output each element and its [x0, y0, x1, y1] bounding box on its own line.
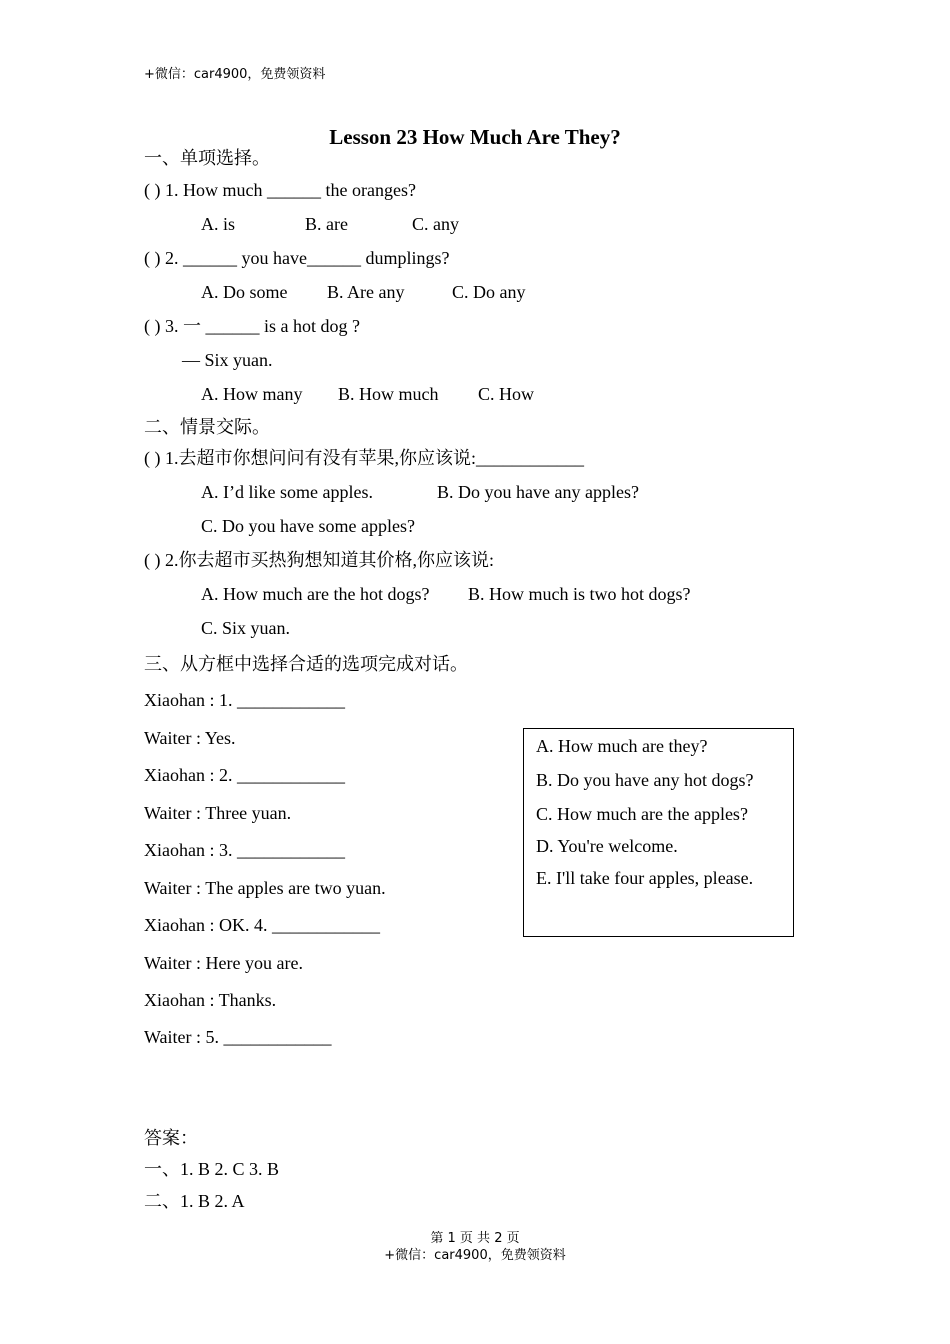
dialogue-line: Waiter : Three yuan.: [144, 803, 292, 823]
question-2-2-option-c: C. Six yuan.: [201, 618, 291, 638]
question-2-1-stem: ( ) 1.去超市你想问问有没有苹果,你应该说:____________: [144, 448, 584, 468]
dialogue-line: Waiter : 5. ____________: [144, 1027, 332, 1047]
options-box: [523, 728, 794, 937]
page-title: Lesson 23 How Much Are They?: [329, 125, 621, 149]
box-option-b: B. Do you have any hot dogs?: [536, 770, 754, 790]
dialogue-line: Xiaohan : Thanks.: [144, 990, 277, 1010]
dialogue-line: Waiter : The apples are two yuan.: [144, 878, 386, 898]
box-option-d: D. You're welcome.: [536, 836, 678, 856]
header-note: +微信：car4900，免费领资料: [144, 67, 326, 82]
dialogue-line: Xiaohan : OK. 4. ____________: [144, 915, 380, 935]
dialogue-line: Xiaohan : 1. ____________: [144, 690, 345, 710]
question-1-2-stem: ( ) 2. ______ you have______ dumplings?: [144, 248, 450, 268]
dialogue-line: Xiaohan : 2. ____________: [144, 765, 345, 785]
page-number: 第 1 页 共 2 页: [430, 1231, 520, 1246]
question-1-1-option-b: B. are: [305, 214, 348, 234]
question-2-2-stem: ( ) 2.你去超市买热狗想知道其价格,你应该说:: [144, 550, 494, 570]
answers-heading: 答案：: [144, 1128, 198, 1148]
footer-note: +微信：car4900，免费领资料: [384, 1248, 566, 1263]
question-1-3-stem: ( ) 3. 一 ______ is a hot dog ?: [144, 316, 360, 336]
question-2-1-option-a: A. I’d like some apples.: [201, 482, 373, 502]
dialogue-line: Waiter : Yes.: [144, 728, 236, 748]
question-1-1-stem: ( ) 1. How much ______ the oranges?: [144, 180, 416, 200]
section2-heading: 二、情景交际。: [144, 417, 270, 437]
question-1-3-option-a: A. How many: [201, 384, 303, 404]
question-2-1-option-b: B. Do you have any apples?: [437, 482, 639, 502]
question-1-2-option-a: A. Do some: [201, 282, 288, 302]
section1-heading: 一、单项选择。: [144, 148, 270, 168]
question-1-3-option-c: C. How: [478, 384, 535, 404]
answers-line-2: 二、1. B 2. A: [144, 1191, 245, 1211]
section3-heading: 三、从方框中选择合适的选项完成对话。: [144, 654, 468, 674]
question-1-1-option-c: C. any: [412, 214, 459, 234]
question-2-2-option-b: B. How much is two hot dogs?: [468, 584, 691, 604]
question-2-1-option-c: C. Do you have some apples?: [201, 516, 415, 536]
question-1-2-option-c: C. Do any: [452, 282, 526, 302]
dialogue-line: Waiter : Here you are.: [144, 953, 303, 973]
question-1-2-option-b: B. Are any: [327, 282, 405, 302]
answers-line-1: 一、1. B 2. C 3. B: [144, 1159, 280, 1179]
box-option-e: E. I'll take four apples, please.: [536, 868, 754, 888]
dialogue-line: Xiaohan : 3. ____________: [144, 840, 345, 860]
box-option-a: A. How much are they?: [536, 736, 708, 756]
box-option-c: C. How much are the apples?: [536, 804, 748, 824]
question-1-3-reply: — Six yuan.: [182, 350, 273, 370]
question-2-2-option-a: A. How much are the hot dogs?: [201, 584, 430, 604]
question-1-1-option-a: A. is: [201, 214, 236, 234]
question-1-3-option-b: B. How much: [338, 384, 439, 404]
